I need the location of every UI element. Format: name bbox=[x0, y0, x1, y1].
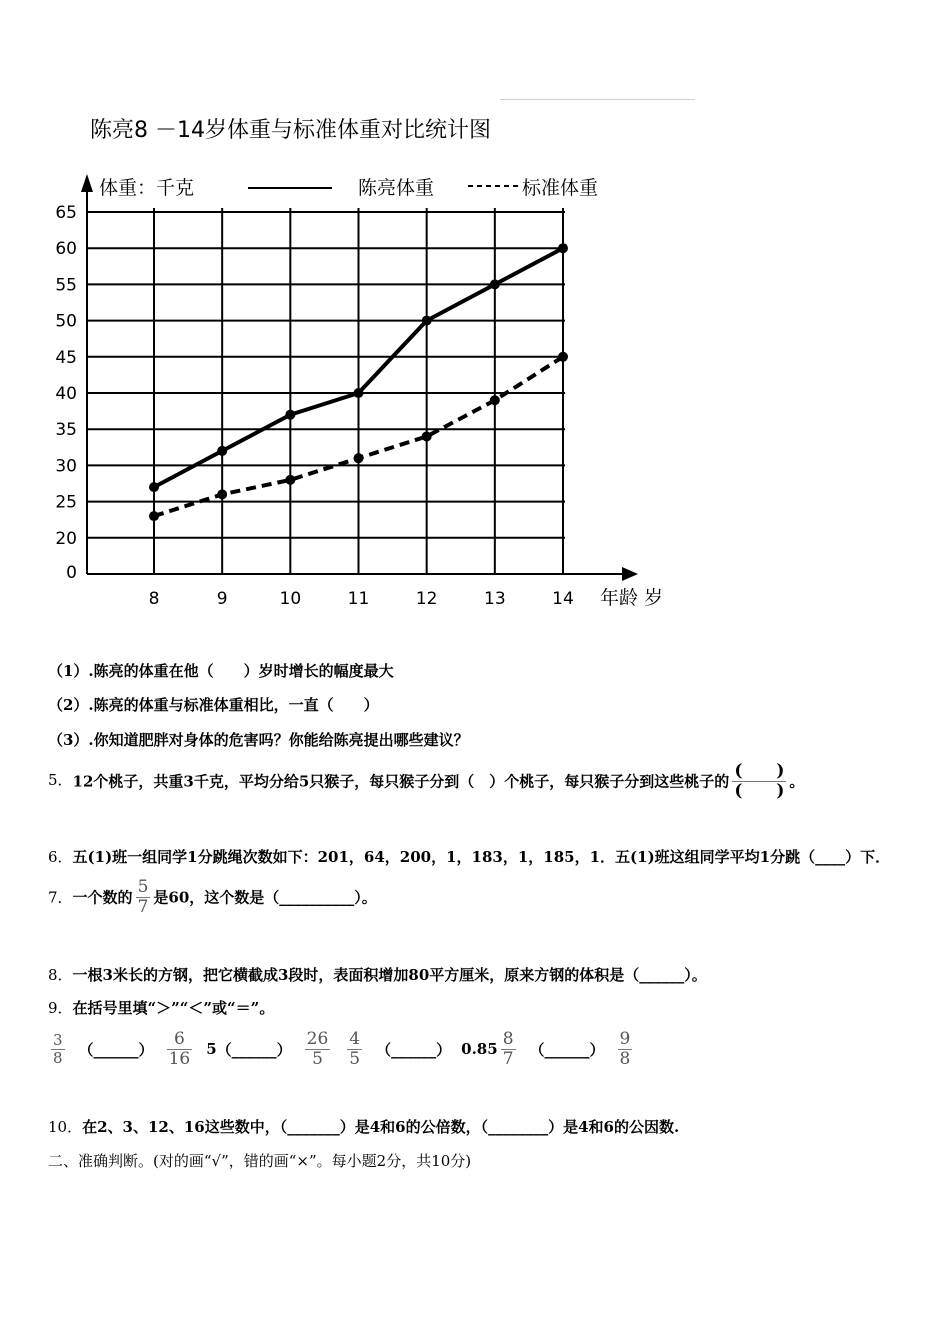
y-tick-label: 25 bbox=[55, 492, 77, 513]
numerator: 3 bbox=[53, 1031, 63, 1050]
data-point bbox=[217, 489, 227, 499]
question-5 bbox=[48, 762, 804, 800]
question-5-end: 。 bbox=[789, 772, 805, 791]
chart-title: 陈亮8 －14岁体重与标准体重对比统计图 bbox=[90, 118, 491, 143]
x-tick-label: 9 bbox=[216, 589, 228, 609]
question-6 bbox=[48, 846, 890, 867]
y-tick-label: 30 bbox=[55, 456, 77, 477]
y-tick-label: 65 bbox=[55, 203, 77, 223]
answer-blank: （______） bbox=[376, 1040, 452, 1059]
question-7-fraction bbox=[136, 878, 151, 916]
y-tick-label: 45 bbox=[55, 347, 77, 368]
data-point bbox=[558, 352, 568, 362]
y-tick-label: 35 bbox=[55, 420, 77, 441]
compare-value: 0.85 bbox=[461, 1040, 498, 1059]
question-1: （1）.陈亮的体重在他（ ）岁时增长的幅度最大 bbox=[48, 662, 394, 680]
y-tick-label: 55 bbox=[55, 275, 77, 296]
numerator: 4 bbox=[349, 1029, 361, 1049]
x-tick-label: 14 bbox=[552, 589, 574, 609]
question-10-number: 10． bbox=[48, 1118, 83, 1136]
y-axis-arrow bbox=[81, 174, 93, 192]
question-8-text: 一根3米长的方钢，把它横截成3段时，表面积增加80平方厘米，原来方钢的体积是（______）。 bbox=[72, 966, 707, 984]
weight-comparison-chart bbox=[40, 100, 700, 620]
question-6-number: 6． bbox=[48, 848, 73, 866]
question-10-text: 在2、3、12、16这些数中，（_______）是4和6的公倍数，（________）是4和6的公因数. bbox=[82, 1118, 680, 1136]
numerator: 8 bbox=[502, 1029, 514, 1049]
question-9-text: 在括号里填“＞”“＜”或“＝”。 bbox=[72, 999, 275, 1017]
question-9 bbox=[48, 997, 274, 1018]
data-point bbox=[149, 511, 159, 521]
numerator: 26 bbox=[306, 1029, 329, 1049]
question-9-number: 9． bbox=[48, 999, 73, 1017]
x-tick-label: 10 bbox=[279, 589, 302, 609]
question-5-fraction bbox=[732, 762, 786, 800]
numerator: 9 bbox=[619, 1029, 631, 1049]
question-5-fraction-top: ( ) bbox=[734, 761, 785, 781]
denominator: 7 bbox=[502, 1048, 514, 1069]
data-point bbox=[354, 388, 364, 398]
legend-label: 陈亮体重 bbox=[358, 177, 435, 199]
fraction bbox=[51, 1032, 65, 1066]
denominator: 5 bbox=[305, 1049, 331, 1069]
data-point bbox=[490, 279, 500, 289]
data-point bbox=[422, 316, 432, 326]
data-point bbox=[490, 395, 500, 405]
data-point bbox=[149, 482, 159, 492]
answer-blank: （______） bbox=[529, 1040, 605, 1059]
data-point bbox=[285, 410, 295, 420]
section-2-heading: 二、准确判断。(对的画“√”，错的画“×”。每小题2分，共10分) bbox=[48, 1152, 472, 1170]
question-5-text: 12个桃子，共重3千克，平均分给5只猴子，每只猴子分到（ ）个桃子，每只猴子分到这些桃子的 bbox=[72, 772, 730, 791]
question-10 bbox=[48, 1116, 679, 1137]
chart-grid bbox=[87, 208, 565, 574]
question-7-text-a: 一个数的 bbox=[72, 888, 133, 907]
question-9-comparisons bbox=[48, 1030, 646, 1068]
y-tick-label: 60 bbox=[55, 239, 77, 260]
fraction bbox=[167, 1030, 193, 1068]
question-5-fraction-bottom: ( ) bbox=[734, 780, 785, 801]
question-7 bbox=[48, 878, 377, 916]
fraction bbox=[347, 1030, 362, 1068]
question-6-text: 五(1)班一组同学1分跳绳次数如下：201，64，200，1，183，1，185，1．五(1)班这组同学平均1分跳（____）下． bbox=[72, 848, 891, 866]
question-7-denominator: 7 bbox=[137, 896, 149, 917]
x-axis-label: 年龄 岁 bbox=[600, 587, 664, 609]
x-tick-label: 11 bbox=[347, 589, 370, 609]
legend-label: 标准体重 bbox=[522, 177, 599, 199]
chart-legend bbox=[248, 177, 598, 199]
x-tick-label: 12 bbox=[415, 589, 438, 609]
data-point bbox=[285, 475, 295, 485]
data-point bbox=[422, 431, 432, 441]
question-8 bbox=[48, 964, 707, 985]
fraction bbox=[501, 1030, 516, 1068]
x-tick-label: 13 bbox=[484, 589, 506, 609]
x-tick-label: 8 bbox=[148, 589, 160, 609]
compare-value: 5 bbox=[206, 1040, 217, 1059]
question-5-number: 5． bbox=[48, 771, 73, 790]
y-tick-label: 50 bbox=[55, 311, 77, 332]
fraction bbox=[618, 1030, 633, 1068]
data-point bbox=[354, 453, 364, 463]
question-3: （3）.你知道肥胖对身体的危害吗？你能给陈亮提出哪些建议？ bbox=[48, 731, 469, 749]
y-tick-label: 0 bbox=[66, 563, 77, 583]
question-8-number: 8． bbox=[48, 966, 73, 984]
fraction bbox=[305, 1030, 331, 1068]
denominator: 5 bbox=[349, 1048, 361, 1069]
question-2: （2）.陈亮的体重与标准体重相比，一直（ ） bbox=[48, 696, 379, 714]
y-tick-label: 40 bbox=[55, 384, 77, 404]
y-axis-label: 体重：千克 bbox=[99, 177, 195, 199]
question-7-text-b: 是60，这个数是（__________）。 bbox=[153, 888, 377, 907]
question-7-number: 7． bbox=[48, 888, 73, 907]
denominator: 8 bbox=[619, 1048, 631, 1069]
x-axis-arrow bbox=[622, 567, 638, 581]
data-point bbox=[558, 243, 568, 253]
y-tick-label: 20 bbox=[55, 528, 77, 549]
numerator: 6 bbox=[173, 1029, 185, 1049]
denominator: 8 bbox=[53, 1048, 63, 1067]
denominator: 16 bbox=[168, 1048, 191, 1069]
answer-blank: （______） bbox=[78, 1040, 154, 1059]
question-7-numerator: 5 bbox=[137, 877, 149, 897]
data-point bbox=[217, 446, 227, 456]
answer-blank: （______） bbox=[216, 1040, 292, 1059]
